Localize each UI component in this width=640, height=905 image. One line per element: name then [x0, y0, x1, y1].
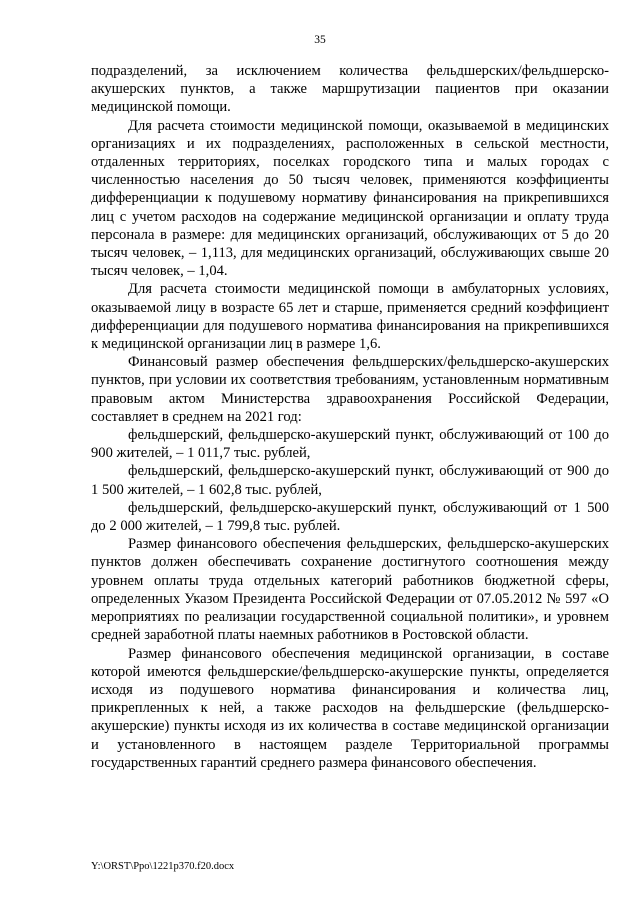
- paragraph-salary-ratio: Размер финансового обеспечения фельдшерских, фельдшерско-акушерских пунктов должен обеспечивать сохранение достигнутого соотношения между уровнем оплаты труда отдельных категорий работников бюджетной сферы, определенных Указом Президента Российской Федерации от 07.05.2012 № 597 «О мероприятиях по реализации государственной социальной политики», и уровнем средней заработной платы наемных работников в Ростовской области.: [91, 536, 609, 644]
- paragraph-fap-1500-2000: фельдшерский, фельдшерско-акушерский пункт, обслуживающий от 1 500 до 2 000 жителей, – 1 799,8 тыс. рублей.: [91, 499, 609, 535]
- paragraph-continuation: подразделений, за исключением количества фельдшерских/фельдшерско-акушерских пунктов, а также маршрутизации пациентов при оказании медицинской помощи.: [91, 63, 609, 116]
- paragraph-elderly-coefficient: Для расчета стоимости медицинской помощи в амбулаторных условиях, оказываемой лицу в возрасте 65 лет и старше, применяется средний коэффициент дифференциации для подушевого норматива финансирования на прикрепившихся к медицинской организации лиц в размере 1,6.: [91, 281, 609, 353]
- document-body: [91, 62, 609, 772]
- footer-file-path: Y:\ORST\Ppo\1221p370.f20.docx: [91, 861, 235, 872]
- paragraph-organization-financing: Размер финансового обеспечения медицинской организации, в составе которой имеются фельдшерские/фельдшерско-акушерские пункты, определяется исходя из подушевого норматива финансирования и количества лиц, прикрепленных к ней, а также расходов на фельдшерские (фельдшерско-акушерские) пункты исходя из их количества в составе медицинской организации и установленного в настоящем разделе Территориальной программы государственных гарантий среднего размера финансового обеспечения.: [91, 645, 609, 771]
- paragraph-rural-coefficients: Для расчета стоимости медицинской помощи, оказываемой в медицинских организациях и их подразделениях, расположенных в сельской местности, отдаленных территориях, поселках городского типа и малых городах с численностью населения до 50 тысяч человек, применяются коэффициенты дифференциации к подушевому нормативу финансирования на прикрепившихся лиц с учетом расходов на содержание медицинской организации и оплату труда персонала в размере: для медицинских организаций, обслуживающих от 5 до 20 тысяч человек, – 1,113, для медицинских организаций, обслуживающих свыше 20 тысяч человек, – 1,04.: [91, 117, 609, 280]
- page-number: 35: [314, 34, 326, 46]
- paragraph-fap-900-1500: фельдшерский, фельдшерско-акушерский пункт, обслуживающий от 900 до 1 500 жителей, – 1 602,8 тыс. рублей,: [91, 463, 609, 498]
- paragraph-fap-100-900: фельдшерский, фельдшерско-акушерский пункт, обслуживающий от 100 до 900 жителей, – 1 011,7 тыс. рублей,: [91, 427, 609, 462]
- paragraph-fap-financing: Финансовый размер обеспечения фельдшерских/фельдшерско-акушерских пунктов, при условии их соответствия требованиям, установленным нормативным правовым актом Министерства здравоохранения Российской Федерации, составляет в среднем на 2021 год:: [91, 354, 609, 425]
